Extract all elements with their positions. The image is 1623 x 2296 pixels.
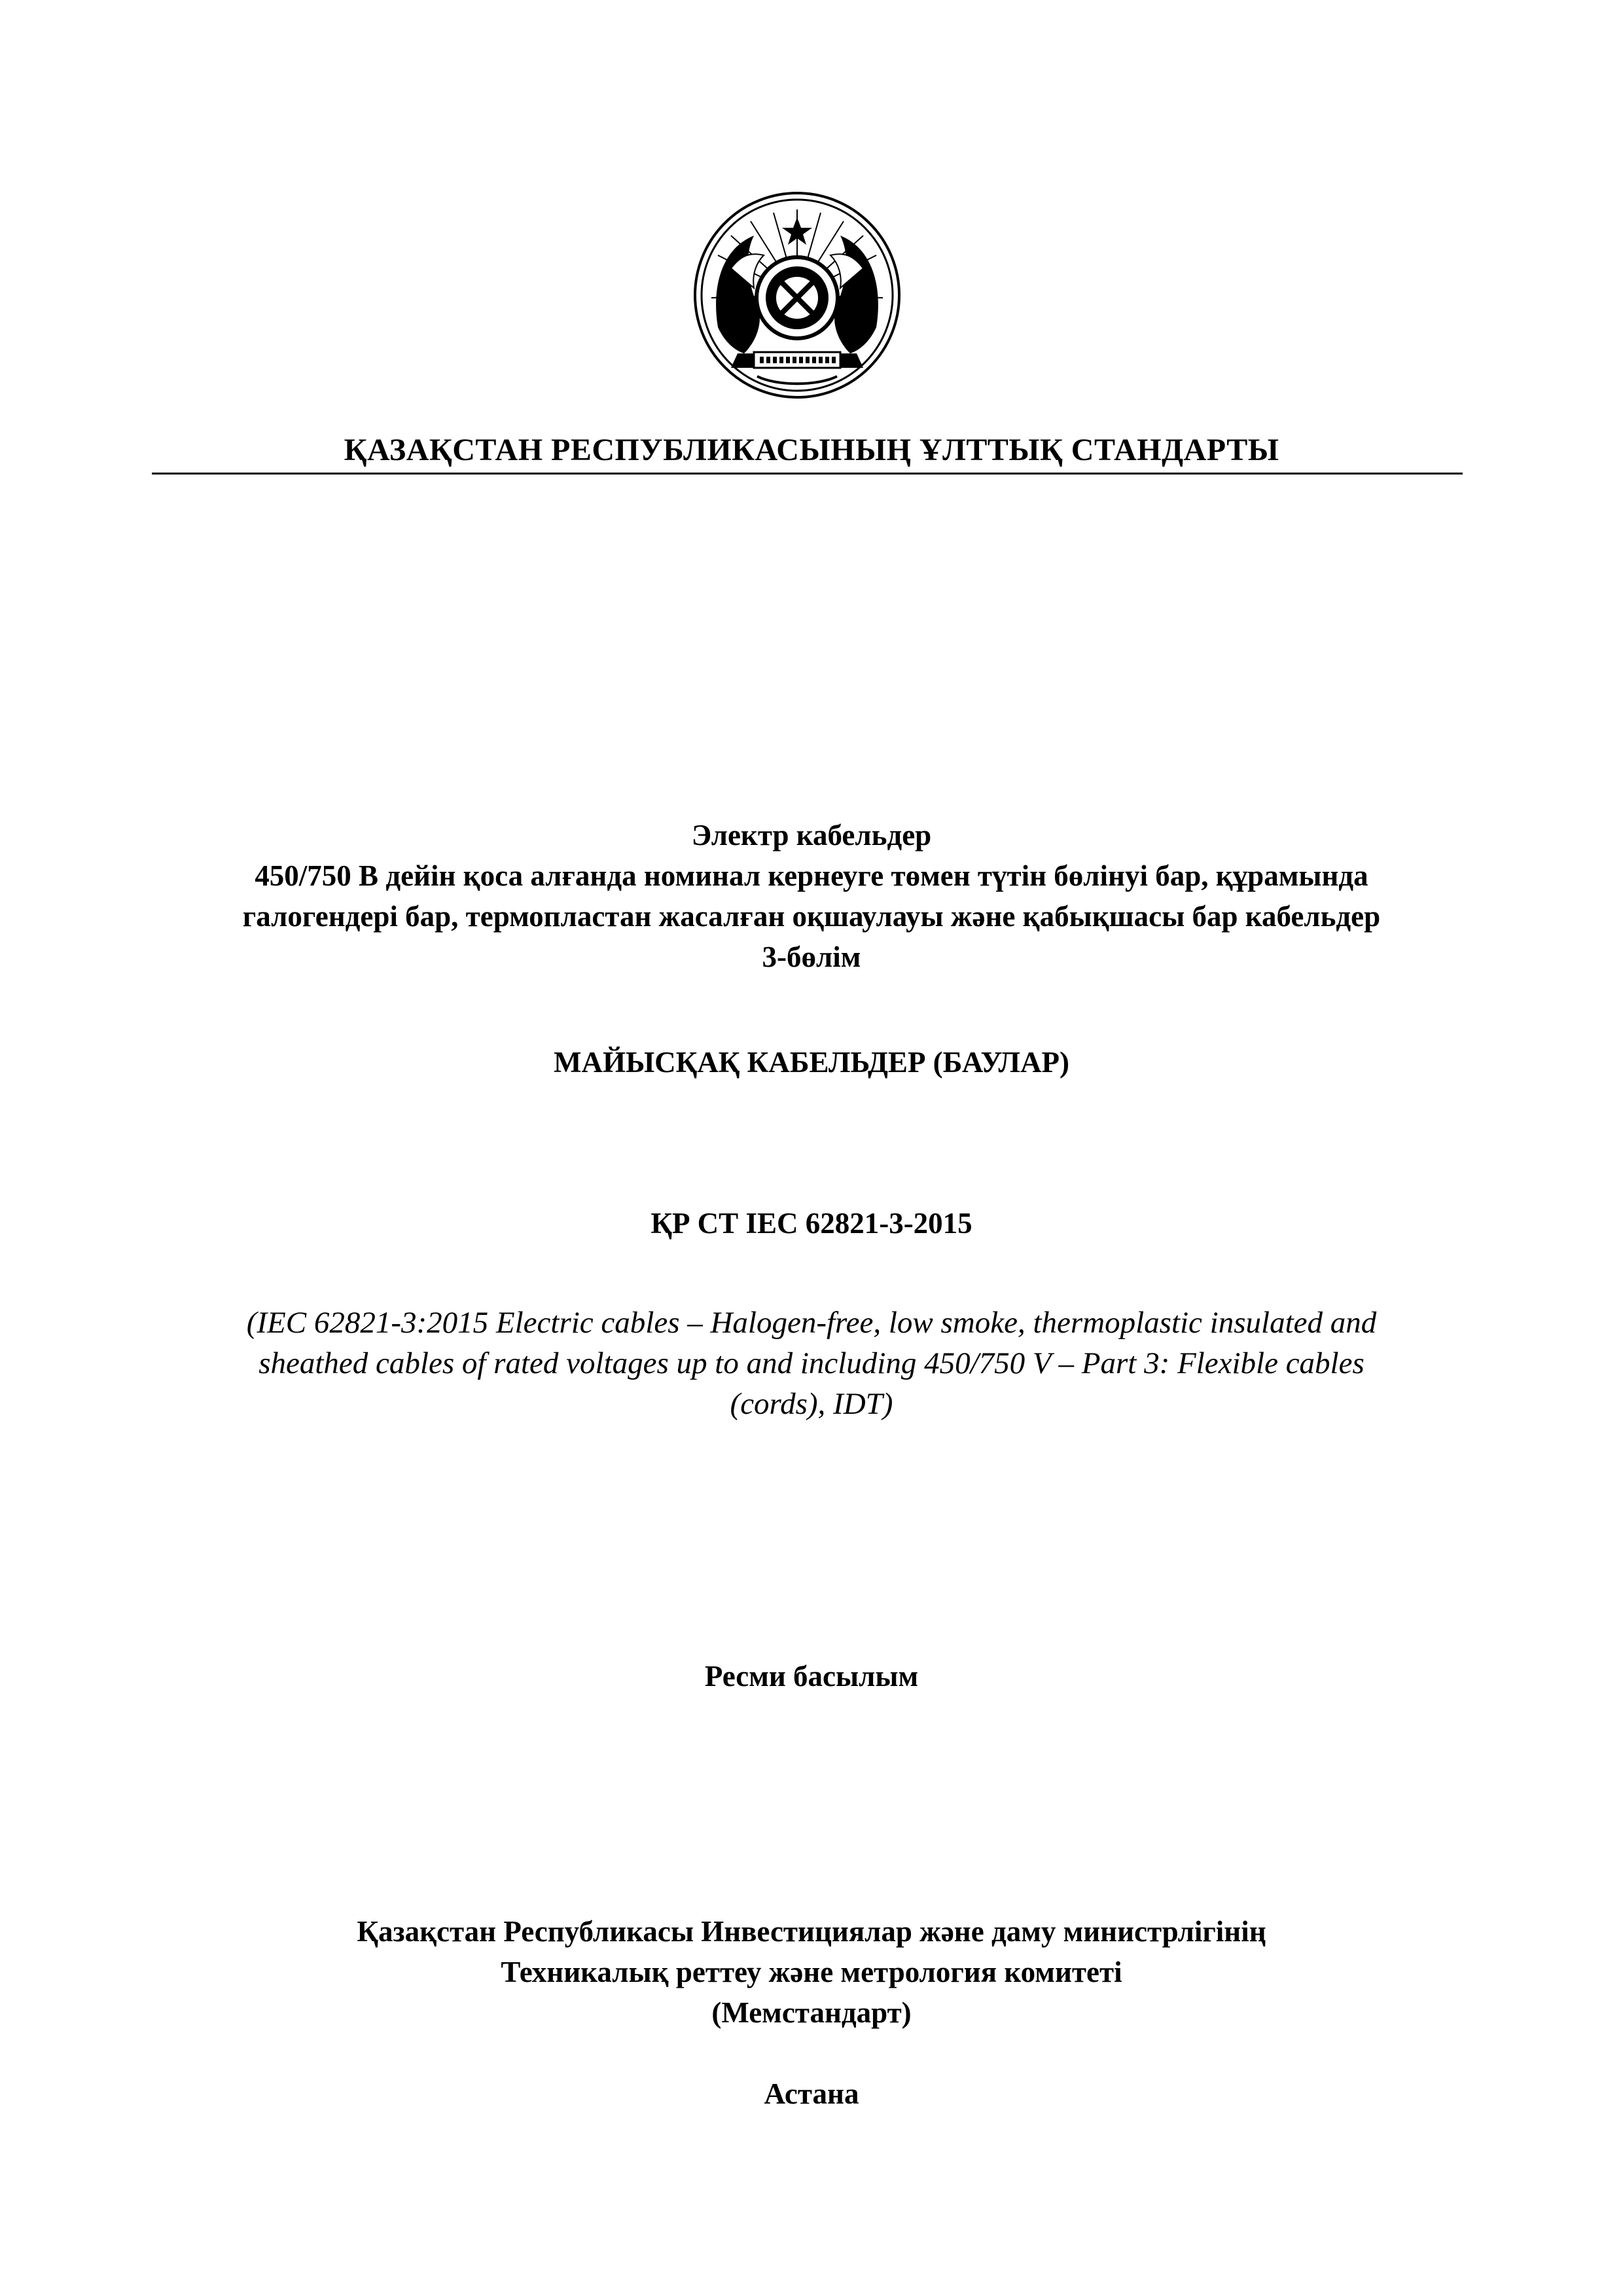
edition-label: Ресми басылым — [704, 1660, 919, 1693]
international-standard-reference — [131, 1302, 1492, 1424]
document-title — [105, 815, 1518, 977]
header-divider — [152, 473, 1463, 475]
document-subtitle: МАЙЫСҚАҚ КАБЕЛЬДЕР (БАУЛАР) — [554, 1046, 1069, 1079]
reference-line: sheathed cables of rated voltages up to and including 450/750 V – Part 3: Flexible cables — [259, 1346, 1364, 1380]
reference-line: (IEC 62821-3:2015 Electric cables – Halogen-free, low smoke, thermoplastic insulated and — [246, 1306, 1377, 1340]
state-emblem-icon — [692, 190, 902, 401]
publisher-line: Қазақстан Республикасы Инвестициялар және даму министрлігінің — [357, 1915, 1266, 1948]
publication-city: Астана — [764, 2077, 859, 2110]
standard-designation: ҚР СТ IEC 62821-3-2015 — [651, 1207, 972, 1240]
title-line: галогендері бар, термопластан жасалған оқшаулауы және қабықшасы бар кабельдер — [242, 900, 1381, 933]
title-line: 3-бөлім — [762, 941, 861, 973]
publisher-line: Техникалық реттеу және метрология комитеті — [501, 1956, 1122, 1988]
title-line: Электр кабельдер — [691, 819, 932, 852]
reference-line: (cords), IDT) — [730, 1387, 893, 1421]
publisher-block — [0, 1911, 1623, 2033]
publisher-line: (Мемстандарт) — [711, 1996, 912, 2029]
title-line: 450/750 В дейін қоса алғанда номинал кернеуге төмен түтін бөлінуі бар, құрамында — [255, 859, 1368, 892]
standard-category-header: ҚАЗАҚСТАН РЕСПУБЛИКАСЫНЫҢ ҰЛТТЫҚ СТАНДАРТЫ — [344, 433, 1279, 467]
